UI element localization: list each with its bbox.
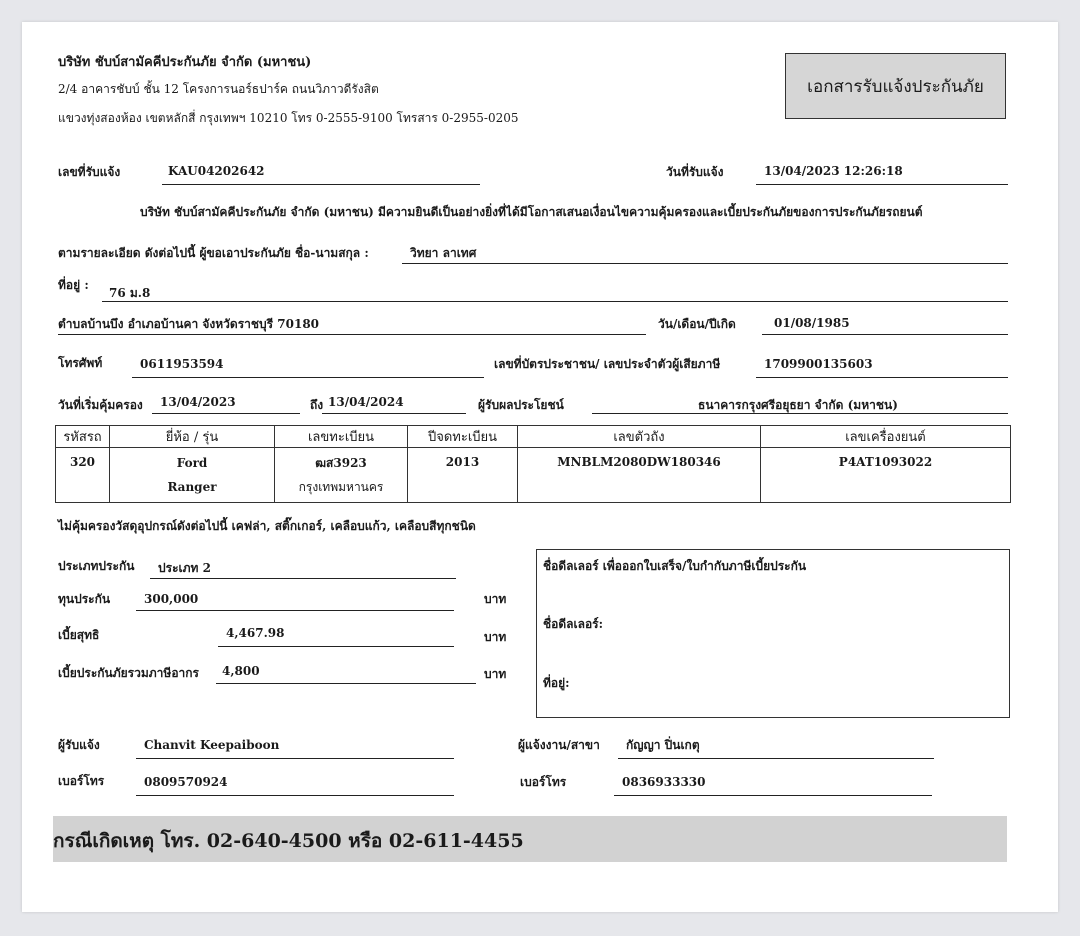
vehicle-brand-model-cell — [110, 448, 275, 503]
address-line2: ตำบลบ้านบึง อำเภอบ้านคา จังหวัดราชบุรี 70180 — [58, 317, 320, 331]
insured-name-value: วิทยา ลาเทศ — [410, 246, 477, 260]
reporter-value: กัญญา ปิ่นเกตุ — [626, 738, 700, 752]
notice-number-label: เลขที่รับแจ้ง — [58, 165, 121, 179]
vehicle-model: Ranger — [167, 480, 217, 494]
coverage-to-label: ถึง — [310, 398, 324, 412]
sum-insured-label: ทุนประกัน — [58, 592, 111, 606]
phone-label: โทรศัพท์ — [58, 356, 103, 370]
vehicle-chassis: MNBLM2080DW180346 — [518, 448, 761, 503]
notice-number-underline — [162, 184, 480, 185]
beneficiary-value: ธนาคารกรุงศรีอยุธยา จำกัด (มหาชน) — [698, 398, 898, 412]
receiver-underline — [136, 758, 454, 759]
id-value: 1709900135603 — [764, 357, 873, 371]
dealer-name-label: ชื่อดีลเลอร์: — [543, 617, 604, 631]
dealer-address-label: ที่อยู่: — [543, 676, 570, 690]
vehicle-plate-cell — [275, 448, 408, 503]
header-engine: เลขเครื่องยนต์ — [761, 426, 1011, 448]
vehicle-brand: Ford — [176, 456, 208, 470]
reporter-underline — [618, 758, 934, 759]
exclusion-text: ไม่คุ้มครองวัสดุอุปกรณ์ดังต่อไปนี้ เคฟล่า, สติ๊กเกอร์, เคลือบแก้ว, เคลือบสีทุกชนิด — [58, 519, 476, 533]
receiver-label: ผู้รับแจ้ง — [58, 738, 100, 752]
dealer-box — [536, 549, 1010, 718]
total-premium-label: เบี้ยประกันภัยรวมภาษีอากร — [58, 666, 199, 680]
sum-insured-currency: บาท — [484, 592, 507, 606]
emergency-contact-bar — [53, 816, 1007, 862]
address-value: 76 ม.8 — [109, 286, 151, 300]
policy-type-label: ประเภทประกัน — [58, 559, 135, 573]
id-underline — [756, 377, 1008, 378]
header-chassis: เลขตัวถัง — [518, 426, 761, 448]
beneficiary-label: ผู้รับผลประโยชน์ — [478, 398, 564, 412]
reporter-phone-label: เบอร์โทร — [520, 775, 567, 789]
net-premium-currency: บาท — [484, 630, 507, 644]
dob-value: 01/08/1985 — [774, 316, 850, 330]
phone-value: 0611953594 — [140, 357, 224, 371]
coverage-start-label: วันที่เริ่มคุ้มครอง — [58, 398, 143, 412]
net-premium-label: เบี้ยสุทธิ — [58, 628, 100, 642]
total-premium-underline — [216, 683, 476, 684]
insured-name-label: ตามรายละเอียด ดังต่อไปนี้ ผู้ขอเอาประกันภัย ชื่อ-นามสกุล : — [58, 246, 369, 260]
total-premium-currency: บาท — [484, 667, 507, 681]
vehicle-row — [56, 448, 1011, 503]
vehicle-province: กรุงเทพมหานคร — [298, 480, 384, 494]
reporter-phone-value: 0836933330 — [622, 775, 706, 789]
coverage-start-underline — [152, 413, 300, 414]
intro-text: บริษัท ชับบ์สามัคคีประกันภัย จำกัด (มหาชน) มีความยินดีเป็นอย่างยิ่งที่ได้มีโอกาสเสนอเงื่อนไขความคุ้มครองและเบี้ยประกันภัยของการประกันภัยรถยนต์ — [140, 205, 923, 219]
phone-underline — [132, 377, 484, 378]
emergency-contact-text: กรณีเกิดเหตุ โทร. 02-640-4500 หรือ 02-611-4455 — [53, 830, 524, 852]
sum-insured-value: 300,000 — [144, 592, 199, 606]
id-label: เลขที่บัตรประชาชน/ เลขประจำตัวผู้เสียภาษี — [494, 357, 721, 371]
vehicle-table-header — [56, 426, 1011, 448]
coverage-start-value: 13/04/2023 — [160, 395, 236, 409]
vehicle-plate: ฒส3923 — [315, 456, 367, 470]
company-address-line1: 2/4 อาคารชับบ์ ชั้น 12 โครงการนอร์ธปาร์ค ถนนวิภาวดีรังสิต — [58, 82, 379, 96]
dob-label: วัน/เดือน/ปีเกิด — [658, 317, 736, 331]
sum-insured-underline — [136, 610, 454, 611]
document-page — [22, 22, 1058, 912]
policy-type-underline — [150, 578, 456, 579]
insured-name-underline — [402, 263, 1008, 264]
header-year: ปีจดทะเบียน — [408, 426, 518, 448]
net-premium-value: 4,467.98 — [226, 626, 285, 640]
notice-date-value: 13/04/2023 12:26:18 — [764, 164, 903, 178]
notice-date-label: วันที่รับแจ้ง — [666, 165, 724, 179]
header-plate: เลขทะเบียน — [275, 426, 408, 448]
header-brand-model: ยี่ห้อ / รุ่น — [110, 426, 275, 448]
vehicle-engine: P4AT1093022 — [761, 448, 1011, 503]
reporter-label: ผู้แจ้งงาน/สาขา — [518, 738, 600, 752]
address-line2-underline — [58, 334, 646, 335]
total-premium-value: 4,800 — [222, 664, 260, 678]
dealer-heading: ชื่อดีลเลอร์ เพื่อออกใบเสร็จ/ใบกำกับภาษีเบี้ยประกัน — [543, 559, 807, 573]
dob-underline — [762, 334, 1008, 335]
reporter-phone-underline — [614, 795, 932, 796]
vehicle-year: 2013 — [408, 448, 518, 503]
beneficiary-underline — [592, 413, 1008, 414]
receiver-phone-underline — [136, 795, 454, 796]
vehicle-table — [55, 425, 1011, 503]
policy-type-value: ประเภท 2 — [158, 561, 211, 575]
notice-date-underline — [756, 184, 1008, 185]
company-name: บริษัท ชับบ์สามัคคีประกันภัย จำกัด (มหาชน) — [58, 55, 312, 70]
coverage-end-underline — [322, 413, 466, 414]
vehicle-code: 320 — [56, 448, 110, 503]
receiver-phone-label: เบอร์โทร — [58, 774, 105, 788]
header-code: รหัสรถ — [56, 426, 110, 448]
receiver-value: Chanvit Keepaiboon — [144, 738, 280, 752]
document-title: เอกสารรับแจ้งประกันภัย — [785, 53, 1006, 119]
company-address-line2: แขวงทุ่งสองห้อง เขตหลักสี่ กรุงเทพฯ 10210 โทร 0-2555-9100 โทรสาร 0-2955-0205 — [58, 111, 519, 125]
coverage-end-value: 13/04/2024 — [328, 395, 404, 409]
address-label: ที่อยู่ : — [58, 278, 89, 292]
receiver-phone-value: 0809570924 — [144, 775, 228, 789]
notice-number-value: KAU04202642 — [168, 164, 265, 178]
net-premium-underline — [218, 646, 454, 647]
address-underline — [102, 301, 1008, 302]
